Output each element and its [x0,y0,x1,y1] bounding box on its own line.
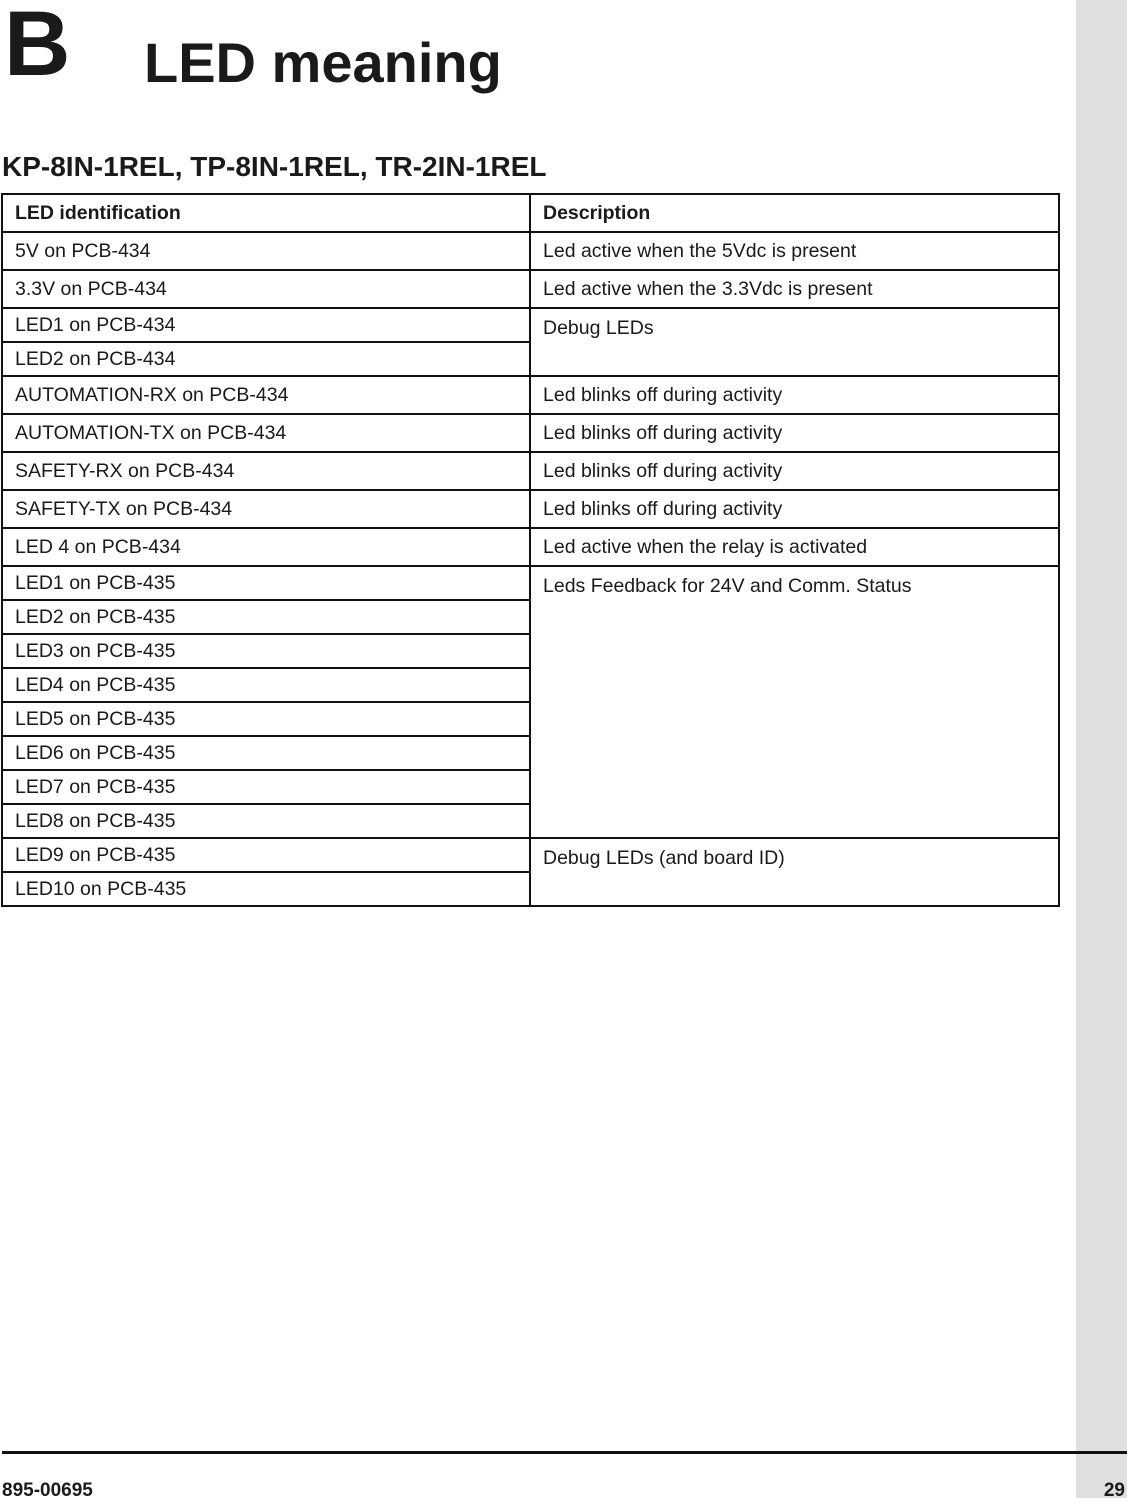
led-id-cell: LED1 on PCB-435 [2,566,530,600]
led-id-cell: 3.3V on PCB-434 [2,270,530,308]
header-description: Description [530,194,1059,232]
led-id-cell: LED2 on PCB-434 [2,342,530,376]
description-cell: Debug LEDs [530,308,1059,376]
section-title: KP-8IN-1REL, TP-8IN-1REL, TR-2IN-1REL [2,151,547,182]
table-row [2,490,1059,528]
table-row [2,452,1059,490]
led-id-cell: LED5 on PCB-435 [2,702,530,736]
table-row [2,308,1059,342]
led-id-cell: LED3 on PCB-435 [2,634,530,668]
led-table [1,193,1060,907]
led-id-cell: LED2 on PCB-435 [2,600,530,634]
led-id-cell: LED6 on PCB-435 [2,736,530,770]
description-cell: Led blinks off during activity [530,414,1059,452]
table-row [2,376,1059,414]
led-id-cell: LED4 on PCB-435 [2,668,530,702]
description-cell: Led blinks off during activity [530,376,1059,414]
led-id-cell: 5V on PCB-434 [2,232,530,270]
table-row [2,838,1059,872]
description-cell: Led active when the relay is activated [530,528,1059,566]
description-cell: Led active when the 3.3Vdc is present [530,270,1059,308]
appendix-letter: B [4,0,71,95]
led-id-cell: LED1 on PCB-434 [2,308,530,342]
table-row [2,270,1059,308]
led-id-cell: AUTOMATION-TX on PCB-434 [2,414,530,452]
led-id-cell: AUTOMATION-RX on PCB-434 [2,376,530,414]
table-header-row [2,194,1059,232]
led-id-cell: SAFETY-TX on PCB-434 [2,490,530,528]
doc-number: 895-00695 [2,1480,93,1501]
description-cell: Debug LEDs (and board ID) [530,838,1059,906]
table-row [2,528,1059,566]
footer-rule [2,1451,1127,1454]
led-id-cell: SAFETY-RX on PCB-434 [2,452,530,490]
led-id-cell: LED9 on PCB-435 [2,838,530,872]
description-cell: Led blinks off during activity [530,452,1059,490]
led-id-cell: LED10 on PCB-435 [2,872,530,906]
side-band [1076,0,1127,1498]
description-cell: Led active when the 5Vdc is present [530,232,1059,270]
led-id-cell: LED8 on PCB-435 [2,804,530,838]
header-led-identification: LED identification [2,194,530,232]
description-cell: Leds Feedback for 24V and Comm. Status [530,566,1059,838]
led-id-cell: LED7 on PCB-435 [2,770,530,804]
table-row [2,232,1059,270]
description-cell: Led blinks off during activity [530,490,1059,528]
table-row [2,566,1059,600]
led-id-cell: LED 4 on PCB-434 [2,528,530,566]
page-number: 29 [1103,1480,1125,1501]
table-row [2,414,1059,452]
chapter-title: LED meaning [144,31,502,94]
